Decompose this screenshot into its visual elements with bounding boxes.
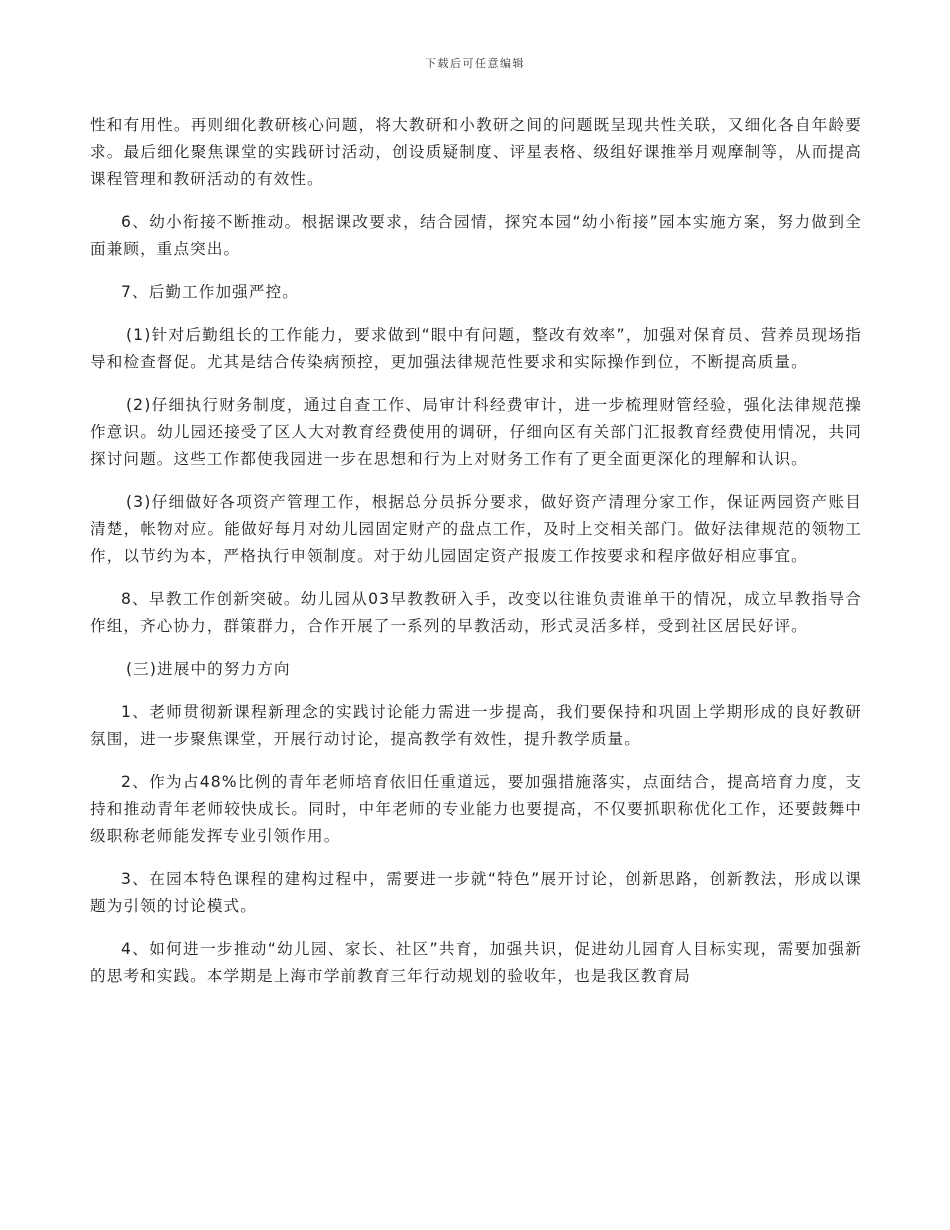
paragraph-subitem-1: (1)针对后勤组长的工作能力，要求做到“眼中有问题，整改有效率”，加强对保育员、营养员现场指导和检查督促。尤其是结合传染病预控，更加强法律规范性要求和实际操作到位，不断提高质量。 (90, 326, 862, 371)
document-body (90, 112, 862, 1006)
paragraph-item-8: 8、早教工作创新突破。幼儿园从03早教教研入手，改变以往谁负责谁单干的情况，成立早教指导合作组，齐心协力，群策群力，合作开展了一系列的早教活动，形式灵活多样，受到社区居民好评。 (90, 590, 862, 635)
paragraph-item-6: 6、幼小衔接不断推动。根据课改要求，结合园情，探究本园“幼小衔接”园本实施方案，努力做到全面兼顾，重点突出。 (90, 213, 862, 258)
paragraph-continuation: 性和有用性。再则细化教研核心问题，将大教研和小教研之间的问题既呈现共性关联，又细化各自年龄要求。最后细化聚焦课堂的实践研讨活动，创设质疑制度、评星表格、级组好课推举月观摩制等，从而提高课程管理和教研活动的有效性。 (90, 116, 862, 188)
paragraph-subitem-2: (2)仔细执行财务制度，通过自查工作、局审计科经费审计，进一步梳理财管经验，强化法律规范操作意识。幼儿园还接受了区人大对教育经费使用的调研，仔细向区有关部门汇报教育经费使用情况，共同探讨问题。这些工作都使我园进一步在思想和行为上对财务工作有了更全面更深化的理解和认识。 (90, 396, 862, 468)
paragraph-direction-1: 1、老师贯彻新课程新理念的实践讨论能力需进一步提高，我们要保持和巩固上学期形成的良好教研氛围，进一步聚焦课堂，开展行动讨论，提高教学有效性，提升教学质量。 (90, 703, 862, 748)
paragraph-direction-4: 4、如何进一步推动“幼儿园、家长、社区”共育，加强共识，促进幼儿园育人目标实现，需要加强新的思考和实践。本学期是上海市学前教育三年行动规划的验收年，也是我区教育局 (90, 940, 862, 985)
page-header: 下载后可任意编辑 (425, 57, 525, 70)
paragraph-item-7: 7、后勤工作加强严控。 (121, 283, 299, 301)
section-heading: (三)进展中的努力方向 (126, 660, 291, 678)
paragraph-direction-3: 3、在园本特色课程的建构过程中，需要进一步就“特色”展开讨论，创新思路，创新教法，形成以课题为引领的讨论模式。 (90, 870, 862, 915)
paragraph-direction-2: 2、作为占48%比例的青年老师培育依旧任重道远，要加强措施落实，点面结合，提高培育力度，支持和推动青年老师较快成长。同时，中年老师的专业能力也要提高，不仅要抓职称优化工作，还要鼓舞中级职称老师能发挥专业引领作用。 (90, 773, 862, 845)
paragraph-subitem-3: (3)仔细做好各项资产管理工作，根据总分员拆分要求，做好资产清理分家工作，保证两园资产账目清楚，帐物对应。能做好每月对幼儿园固定财产的盘点工作，及时上交相关部门。做好法律规范的领物工作，以节约为本，严格执行申领制度。对于幼儿园固定资产报废工作按要求和程序做好相应事宜。 (90, 493, 862, 565)
